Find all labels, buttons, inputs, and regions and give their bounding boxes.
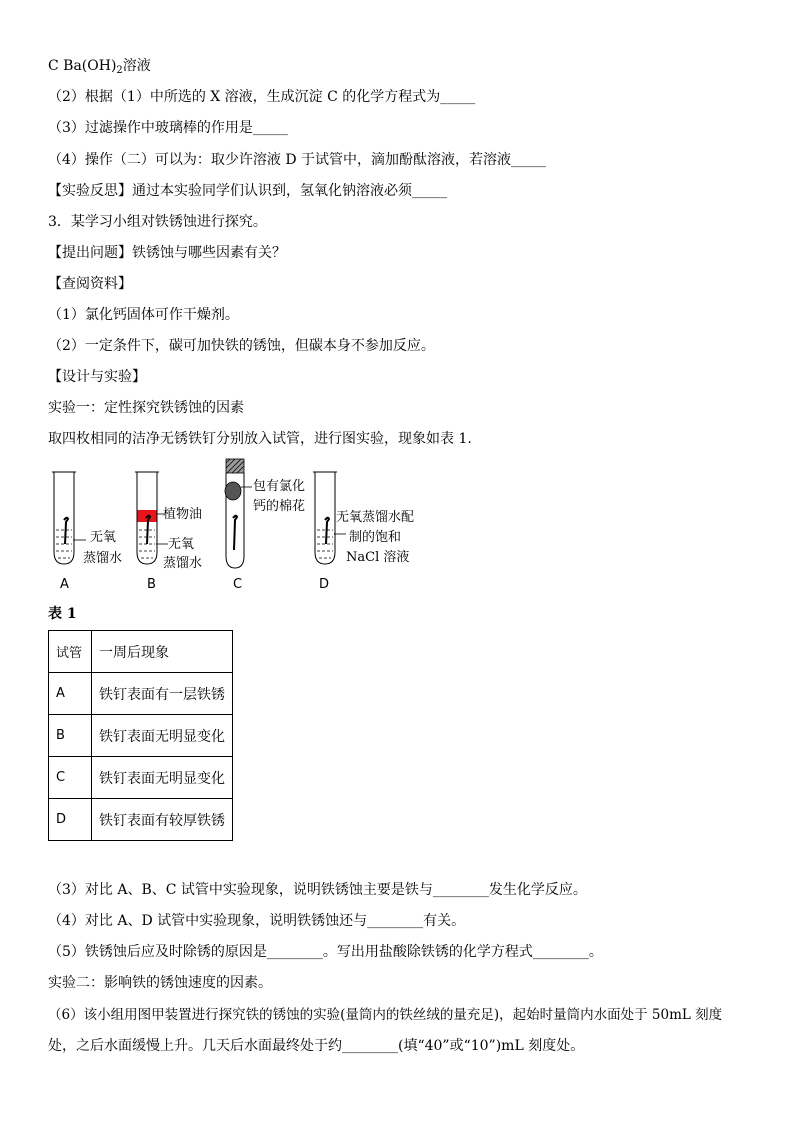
text-line: （4）操作（二）可以为：取少许溶液 D 于试管中，滴加酚酞溶液，若溶液_____: [48, 152, 547, 168]
text-line: 【提出问题】铁锈蚀与哪些因素有关？: [48, 245, 286, 261]
table-row: [49, 799, 233, 841]
test-tube-figure: [40, 456, 440, 596]
observation-table: [48, 630, 233, 841]
text-line: C $Ba(OH)_2$溶液: [48, 58, 151, 76]
text-line: （2）根据（1）中所选的 X 溶液，生成沉淀 C 的化学方程式为_____: [48, 89, 476, 105]
label-b: 无氧: [168, 537, 195, 552]
text-line: 实验二：影响铁的锈蚀速度的因素。: [48, 975, 272, 991]
table-row: [49, 757, 233, 799]
tube-a: [52, 472, 86, 564]
label-d: 制的饱和: [349, 530, 402, 545]
text-line: （4）对比 A、D 试管中实验现象，说明铁锈蚀还与________有关。: [48, 913, 466, 929]
label-d: NaCl 溶液: [346, 550, 410, 565]
text-line: （2）一定条件下，碳可加快铁的锈蚀，但碳本身不参加反应。: [48, 338, 435, 354]
table-cell: 铁钉表面无明显变化: [92, 757, 233, 799]
tube-label: B: [147, 577, 156, 592]
question-heading: 3．某学习小组对铁锈蚀进行探究。: [48, 214, 267, 230]
text-line: （3）对比 A、B、C 试管中实验现象，说明铁锈蚀主要是铁与________发生化学反应。: [48, 882, 587, 898]
text-line: （3）过滤操作中玻璃棒的作用是_____: [48, 120, 288, 136]
text-line: （1）氯化钙固体可作干燥剂。: [48, 307, 239, 323]
table-cell: 铁钉表面有较厚铁锈: [92, 799, 233, 841]
label-d: 无氧蒸馏水配: [336, 510, 415, 525]
label-a: 无氧: [90, 530, 117, 545]
table-row: [49, 673, 233, 715]
tube-label: A: [60, 577, 69, 592]
text-line: （6）该小组用图甲装置进行探究铁的锈蚀的实验(量筒内的铁丝绒的量充足)，起始时量筒内水面处于 50mL 刻度: [48, 1007, 723, 1023]
text-line: 【设计与实验】: [48, 369, 146, 385]
table-cell: C: [49, 757, 92, 799]
tube-c: [225, 459, 252, 568]
label-a: 蒸馏水: [83, 551, 123, 566]
label-b: 蒸馏水: [163, 556, 203, 571]
tube-label: D: [319, 577, 330, 592]
text-line: 取四枚相同的洁净无锈铁钉分别放入试管，进行图实验，现象如表 1.: [48, 431, 472, 447]
text-line: 【实验反思】通过本实验同学们认识到，氢氧化钠溶液必须_____: [48, 183, 447, 199]
table-cell: 铁钉表面有一层铁锈: [92, 673, 233, 715]
tube-label: C: [233, 577, 243, 592]
table-cell: A: [49, 673, 92, 715]
table-cell: B: [49, 715, 92, 757]
table-header-row: [49, 631, 233, 673]
label-c: 包有氯化: [253, 479, 306, 494]
label-c: 钙的棉花: [253, 499, 306, 514]
text-line: 实验一：定性探究铁锈蚀的因素: [48, 400, 244, 416]
text-line: （5）铁锈蚀后应及时除锈的原因是________。写出用盐酸除铁锈的化学方程式________。: [48, 944, 603, 960]
text-line: 【查阅资料】: [48, 276, 132, 292]
table-cell: 铁钉表面无明显变化: [92, 715, 233, 757]
table-header-cell: 一周后现象: [92, 631, 233, 673]
label-b-oil: 植物油: [163, 507, 203, 522]
table-cell: D: [49, 799, 92, 841]
table-caption: 表 1: [48, 606, 77, 622]
cotton-ball: [225, 482, 241, 500]
text-line: 处，之后水面缓慢上升。几天后水面最终处于约________(填“40”或“10”)mL 刻度处。: [48, 1038, 585, 1054]
table-row: [49, 715, 233, 757]
table-header-cell: 试管: [49, 631, 92, 673]
